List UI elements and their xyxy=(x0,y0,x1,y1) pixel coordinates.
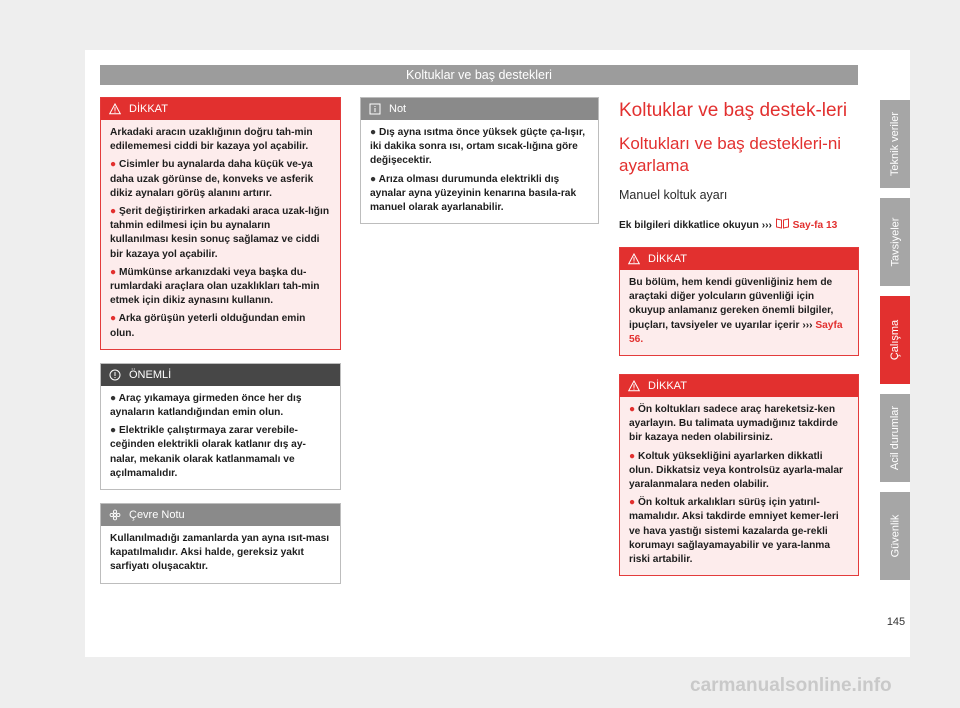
environment-note-text: Kullanılmadığı zamanlarda yan ayna ısıt-ması kapatılmalıdır. Aksi halde, gereksiz yakıt sarfiyatı oluşacaktır. xyxy=(110,533,330,573)
list-item-text: Mümkünse arkanızdaki veya başka du-rumlardaki araçlara olan uzaklıkları tah-min etmek için dikiz aynasını kullanın. xyxy=(110,266,320,307)
warning-box xyxy=(619,374,859,576)
bullet-icon: ● xyxy=(629,497,638,509)
warning-triangle-icon xyxy=(628,253,640,265)
environment-note-body xyxy=(101,526,340,583)
tab-label: Çalışma xyxy=(889,319,901,361)
tab-tavsiyeler[interactable] xyxy=(880,198,910,286)
list-item-text: Elektrikle çalıştırmaya zarar verebile-ceğinden elektrikli olarak katlanır dış ay-nalar, mekanik olarak katlanmamalı ve açılmamalıdır. xyxy=(110,425,306,479)
warning-body xyxy=(620,397,858,575)
warning-body xyxy=(620,270,858,355)
book-icon xyxy=(775,217,790,229)
environment-note-header xyxy=(101,504,340,526)
warning-title: DİKKAT xyxy=(648,253,687,265)
list-item xyxy=(110,158,331,201)
watermark: carmanualsonline.info xyxy=(690,675,892,696)
warning-header xyxy=(620,375,858,397)
warning-box xyxy=(619,247,859,356)
page-header: Koltuklar ve baş destekleri xyxy=(100,65,858,85)
tab-label: Teknik veriler xyxy=(889,111,901,177)
note-body xyxy=(361,120,598,223)
reference-arrows: ››› xyxy=(802,319,813,331)
bullet-icon: ● xyxy=(110,313,119,325)
warning-body xyxy=(101,120,340,349)
list-item xyxy=(629,450,849,493)
warning-text xyxy=(629,276,849,347)
bullet-icon: ● xyxy=(110,206,119,218)
warning-triangle-icon xyxy=(109,103,121,115)
tab-guvenlik[interactable] xyxy=(880,492,910,580)
important-title: ÖNEMLİ xyxy=(129,368,172,381)
info-square-icon xyxy=(369,103,381,115)
important-box xyxy=(100,363,341,490)
tab-acil-durumlar[interactable] xyxy=(880,394,910,482)
warning-header xyxy=(620,248,858,270)
important-header xyxy=(101,364,340,386)
tab-calisma[interactable] xyxy=(880,296,910,384)
list-item xyxy=(110,312,331,340)
list-item xyxy=(370,126,589,169)
list-item xyxy=(110,392,331,420)
list-item-text: Koltuk yüksekliğini ayarlarken dikkatli olun. Dikkatsiz veya kontrolsüz ayarla-malar yaralanmalara neden olabilir. xyxy=(629,450,844,491)
environment-note-box xyxy=(100,503,341,584)
list-item-text: Dış ayna ısıtma önce yüksek güçte ça-lışır, iki dakika sonra ısı, ortam sıcak-lığına göre değişecektir. xyxy=(370,127,586,167)
reference-arrows: ››› xyxy=(761,220,772,231)
important-body xyxy=(101,386,340,489)
bullet-icon: ● xyxy=(370,127,379,138)
section-title: Koltuklar ve baş destek-leri xyxy=(619,100,848,121)
list-item-text: Arıza olması durumunda elektrikli dış aynalar ayna yüzeyinin kenarına basıla-rak manuel olarak ayarlanabilir. xyxy=(370,173,577,214)
topic-title: Manuel koltuk ayarı xyxy=(619,188,728,202)
page-link[interactable]: Sayfa 56. xyxy=(629,319,843,345)
warning-intro: Arkadaki aracın uzaklığının doğru tah-min edilememesi ciddi bir kazaya yol açabilir. xyxy=(110,127,313,153)
warning-header xyxy=(101,98,340,120)
list-item-text: Arka görüşün yeterli olduğundan emin olun. xyxy=(110,313,306,339)
warning-box xyxy=(100,97,341,350)
exclamation-circle-icon xyxy=(109,369,121,381)
list-item xyxy=(629,403,849,446)
list-item xyxy=(370,173,589,216)
bullet-icon: ● xyxy=(110,425,119,437)
column-left xyxy=(100,97,341,584)
tab-label: Acil durumlar xyxy=(889,405,901,471)
bullet-icon: ● xyxy=(110,266,119,278)
list-item-text: Ön koltukları sadece araç hareketsiz-ken ayarlayın. Bu talimata uymadığınız takdirde bir kazaya neden olabilirsiniz. xyxy=(629,404,838,444)
list-item xyxy=(110,424,331,481)
list-item-text: Araç yıkamaya girmeden önce her dış aynaların katlandığından emin olun. xyxy=(110,392,302,419)
list-item xyxy=(629,496,849,567)
bullet-icon: ● xyxy=(629,450,638,462)
list-item xyxy=(110,205,331,262)
environment-note-title: Çevre Notu xyxy=(129,509,185,522)
warning-triangle-icon xyxy=(628,380,640,392)
bullet-icon: ● xyxy=(370,173,379,185)
list-item-text: Şerit değiştirirken arkadaki araca uzak-lığın tahmin edilmesi için bu aynaların kullanılması kesin sonuç sağlamaz ve ciddi bir kazaya yol açabilir. xyxy=(110,206,330,260)
list-item-text: Cisimler bu aynalarda daha küçük ve-ya daha uzak görünse de, konveks ve asferik dikiz aynaları görüş alanını artırır. xyxy=(110,159,314,199)
subsection-title: Koltukları ve baş destekleri-ni ayarlama xyxy=(619,134,842,175)
list-item xyxy=(110,266,331,309)
warning-title: DİKKAT xyxy=(129,103,168,115)
bullet-icon: ● xyxy=(110,392,119,404)
warning-text-main: Bu bölüm, hem kendi güvenliğiniz hem de araçtaki diğer yolcuların güvenliği için okuyup anlamanız gereken önemli bilgiler, ipuçları, tavsiyeler ve uyarılar içerir xyxy=(629,277,834,331)
bullet-icon: ● xyxy=(110,159,119,171)
flower-icon xyxy=(109,509,121,521)
bullet-icon: ● xyxy=(629,404,638,416)
reference-paragraph xyxy=(619,217,859,233)
column-middle xyxy=(360,97,599,224)
page-number: 145 xyxy=(886,616,906,628)
note-title: Not xyxy=(389,103,407,115)
tab-label: Güvenlik xyxy=(889,514,902,558)
note-box xyxy=(360,97,599,224)
column-right xyxy=(619,97,859,576)
tab-label: Tavsiyeler xyxy=(889,217,901,267)
tab-teknik-veriler[interactable] xyxy=(880,100,910,188)
warning-title: DİKKAT xyxy=(648,380,687,393)
reference-text: Ek bilgileri dikkatlice okuyun xyxy=(619,220,759,231)
list-item-text: Ön koltuk arkalıkları sürüş için yatırıl-mamalıdır. Aksi takdirde emniyet kemer-leri ve hava yastığı sistemi kazalarda ge-rekli korumayı sağlayamayabilir ve yara-lanma riski artabilir. xyxy=(629,497,839,566)
page-link[interactable]: Say-fa 13 xyxy=(792,220,838,231)
note-header xyxy=(361,98,598,120)
